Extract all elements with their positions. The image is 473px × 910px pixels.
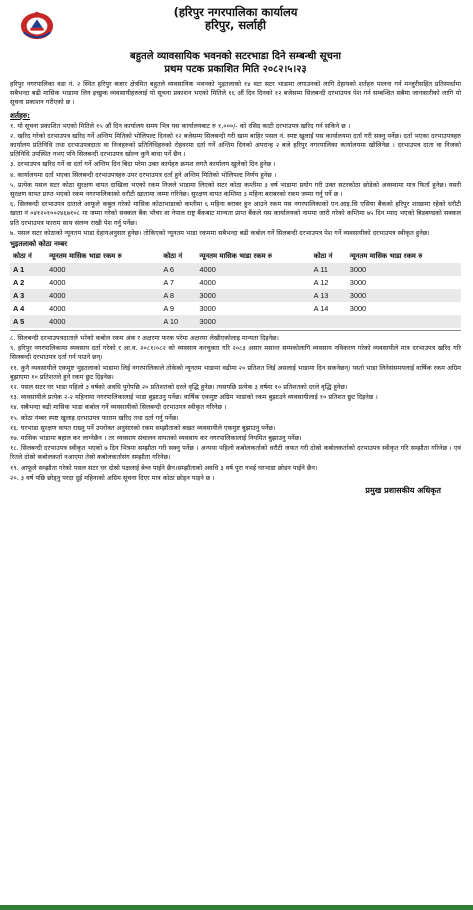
- notice-subject: बहुतले व्यावसायिक भवनको सटरभाडा दिने सम्बन्धी सूचना: [130, 51, 341, 62]
- room-number: A 8: [160, 289, 196, 302]
- publish-date: प्रथम पटक प्रकाशित मिति २०८२।५।२३: [164, 64, 307, 75]
- condition-item: १८. सिलबन्दी दरभाउपत्र स्वीकृत भएको ७ दिन भित्रमा सम्झौता गरी सक्नु पर्नेछ । अन्यथा पहिलो कबोलकर्ताको धरौटी जफत गरी दोस्रो कबोलकर्ताको दरभाउपत्र स्वीकृत गरि सम्झौता गरिनेछ । एवं रितले दोस्रो कबोलकर्ता नआएमा तेस्रो कबोलकर्तासंग सम्झौता गरिनेछ।: [10, 444, 461, 462]
- condition-item: १७. मासिक भाडामा बहाल कर लाग्नेछैन । तर व्यवसाय संचालन वापतको व्यवसाय कर नगरपालिकालाई नियमित बुझाउनु पर्नेछ।: [10, 434, 302, 443]
- condition-item: १४. सबैभन्दा बढी मासिक भाडा कबोल गर्ने व्यवसायीको सिलबन्दी दरभाउपत्र स्वीकृत गरिनेछ ।: [10, 403, 227, 412]
- condition-item: ७. पसल सटर कोठाको न्यूनतम भाडा देहायअनुसार हुनेछ। तोकिएको न्यूनतम भाडा रकममा सबैभन्दा बढी कबोल गर्ने सिलबन्दी दरभाउपत्र पेश गर्ने व्यवसायीको दरभाउपत्र स्वीकृत हुनेछ।: [10, 228, 430, 237]
- condition-item: ११. कुनै व्यवसायीले एकमुष्ट भुइतलाको भाडामा लिई नगरपालिकाले तोकेको न्यूनतम भाडामा वढीमा २० प्रतिशत लिई असलाई भाडामा दिन सकनेछन्। यस्तो भाडा लिनेसंसमयलाई वार्षिक रकम अग्रिम बुझाएमा १० प्रतिशतले हुने रकम छुट दिइनेछ।: [10, 363, 461, 381]
- rent-amount: 4000: [46, 289, 160, 302]
- condition-item: ४. कार्यालयमा दर्ता भएका सिलबन्दी दरभाउपत्रहरु उपर दरभाउपत्र दर्ता हुने अन्तिम मितिको भोलिपल्ट निर्णय हुनेछ ।: [10, 170, 277, 179]
- condition-item: २. खरिद गरेको दरभाउपत्र खरिद गर्ने अन्तिम मितिको भोलिपल्ट दिनको १२ बजेसम्म सिलबन्दी गरी खाम बाहिर पसल नं. स्पष्ट खुलाई यस कार्यालयमा दर्ता गरी सक्नु पर्नेछ। दर्ता भएका दरभाउपत्रहरु कार्यालय प्रतिनिधि तथा दरभाउपत्रदाता वा निजहरुको प्रतिनिधिहरुको रोहवरमा दर्ता गर्ने अन्तिम दिनको अपरान्ह २ बजे हरिपुर नगरपालिका कार्यालयमा खोलिनेछ । दरभाउपत्र दाता वा निजको प्रतिनिधि उपस्थित नभए पनि सिलबन्दी दरभाउपत्र खोल्न कुनै बाधा पर्ने छैन ।: [10, 131, 461, 159]
- room-number: A 3: [10, 289, 46, 302]
- conditions-heading: शर्तहरु:: [10, 110, 30, 120]
- rent-amount: 4000: [46, 263, 160, 276]
- rent-amount: 3000: [349, 304, 367, 314]
- condition-item: १५. कोठा नंम्बर स्पष्ट खुलाइ दरभाउपत्र फाराम खरिद तथा दर्ता गर्नु पर्नेछ।: [10, 413, 179, 422]
- room-number: A 7: [163, 278, 174, 288]
- bottom-border: [0, 905, 473, 910]
- table-row: [10, 302, 461, 315]
- room-number: A 5: [10, 315, 46, 328]
- column-header: न्यूनतम मासिक भाडा रकम रु: [49, 252, 122, 261]
- column-header: न्यूनतम मासिक भाडा रकम रु: [349, 252, 423, 261]
- condition-item: ३. दरभाउपत्र खरिद गर्ने वा दर्ता गर्ने अन्तिम दिन बिदा परेमा उक्त कार्यहरु क्रमश लगतै कार्यालय खुलेको दिन हुनेछ ।: [10, 160, 276, 169]
- column-header: कोठा नं: [13, 252, 32, 261]
- rent-amount: 3000: [199, 304, 216, 314]
- rent-amount: 4000: [49, 278, 66, 288]
- table-row: [10, 276, 461, 289]
- column-header: कोठा नं: [163, 252, 183, 261]
- nepal-emblem-icon: [18, 8, 56, 42]
- condition-item: २०. ३ वर्ष पछि छोड्नु परदा दुई महिनाको अग्रिम सूचना दिएर मात्र कोठा छोड्न पाइने छ ।: [10, 473, 215, 482]
- column-header: न्यूनतम मासिक भाडा रकम रु: [199, 252, 272, 261]
- room-number: A 12: [313, 278, 329, 288]
- table-row: [10, 289, 461, 302]
- room-number: A 9: [163, 304, 174, 314]
- condition-item: १९. आफूले सम्झौता गरेको पसल सटर घर दोस्रो पक्षलाई बेच्न पाईने छैन।सम्झौताको अवधि ३ वर्ष पुरा नभई घरभाडा छोडन पाईने छैन।: [10, 463, 318, 472]
- room-number: A 6: [160, 263, 196, 276]
- table-caption: भुइतलाको कोठा नम्बर: [10, 240, 68, 249]
- room-number: A 13: [311, 289, 347, 302]
- divider: [10, 330, 461, 331]
- office-name: (हरिपुर नगरपालिका कार्यालय: [173, 5, 298, 19]
- room-rent-table: [10, 250, 461, 328]
- condition-item: १३. व्यवसायीले प्रत्येक २-२ महिनामा नगरपालिकालाई भाडा बुझाउनु पर्नेछ। वार्षिक एकमुष्ट अग्रिम भाडाको रकम बुझाउने व्यवसायीलाई १० प्रतिशत छुट दिइनेछ ।: [10, 393, 378, 402]
- intro-paragraph: हरिपुर नगरपालिका वडा नं. २ स्थित हरिपुर बजार क्षेत्रमित बहुतले व्यवसायिक भवनको भुइतलाको १४ वटा सटर भाडामा लगाउनको लागि देहायको शर्तहरु पालना गर्न मन्जुरीसहित प्रतिस्पर्धामा सबैभन्दा बढी मासिक भाडामा लिन इच्छुक व्यवसायीहरुलाई यो सूचना प्रकाशन भएको मितिले १६ औं दिन दिनको १२ बजेसम्म सिलबन्दी दरभाउपत्र पेश गर्न सम्बन्धित सबैमा जानकारीको लागि यो सूचना प्रकाशन गरीएको छ ।: [10, 80, 461, 107]
- condition-item: ६. सिलबन्दी दरभाउपत्र दाताले आफूले कबुल गरेको मासिक कोठाभाडाको कम्तीमा ६ महिना बराबर हुन आउने रकम यस नगरपालिकाको एन.आइ.सि एसिया बैंकको हरिपुर शाखामा रहेको धरौटी खाता नं ०४१२०१००२४६७१०८ मा जम्मा गरेको सक्कल बैंक भौचर वा नेपाल राष्ट्र बैंकबाट मान्यता प्राप्त बैंकले यस कार्यालयको नाममा जारी गरेको कम्तिमा ७५ दिन म्याद भएको बिडबण्डको सक्कल प्रति दरभाउपत्र फाराम साथ संलग्न राखी पेश गर्नु पर्नेछ।: [10, 200, 461, 227]
- office-location: हरिपुर, सर्लाही: [204, 18, 267, 32]
- condition-item: १६. घरभाडा सुरक्षण वापत राख्नु पर्ने उपरोक्त अनुसारको रकम सम्झौताको बखत व्यवसायीले एकमुष्ट बुझाउनु पर्नेछ।: [10, 423, 276, 432]
- signature-title: प्रमुख प्रशासकीय अधिकृत: [365, 486, 441, 496]
- room-number: A 4: [13, 304, 25, 314]
- notice-header: [10, 6, 461, 48]
- table-row: [10, 263, 461, 276]
- rent-amount: 3000: [347, 289, 461, 302]
- condition-item: ८. सिलबन्दी दरभाउपत्रदाताले भरेको कबोल रकम अंक र अक्षरमा फरक परेमा अक्षरमा लेखीएकोलाइ मान्यता दिइनेछ।: [10, 334, 279, 343]
- rent-amount: 4000: [49, 304, 66, 314]
- condition-item: १. यो सूचना प्रकाशित भएको मितिले १५ औं दिन कार्यालय समय भित्र यस कार्यालयबाट रु १,०००/- को रसिद काटी दरभाउपत्र खरिद गर्न सकिने छ ।: [10, 121, 351, 130]
- rent-amount: 4000: [196, 263, 310, 276]
- rent-amount: 3000: [196, 315, 310, 328]
- table-header-row: [10, 250, 461, 263]
- room-number: A 14: [313, 304, 329, 314]
- rent-amount: 3000: [349, 278, 367, 288]
- condition-item: ९. हरिपुर नगरपालिकामा व्यवसाय दर्ता गरेको र आ.व. २०८१।०८२ को व्यवसाय करचुक्ता गरि २०८३ असार मसान्त सम्मकोलागि व्यवसाय नविकरण गरेको व्यवसायीले मात्र दरभाउपत्र खरिद गरि सिलबन्दी दरभाउपत्र दर्ता गर्न पाउने छन्।: [10, 344, 461, 362]
- room-number: A 11: [311, 263, 347, 276]
- rent-amount: 4000: [46, 315, 160, 328]
- room-number: A 2: [13, 278, 25, 288]
- room-number: A 10: [160, 315, 196, 328]
- room-number: [311, 315, 347, 328]
- condition-item: १२. पसल सटर घर भाडा पहिलो ३ वर्षको अवधि पुगेपछि २० प्रतिशतको दरले वृद्धि हुनेछ। त्यसपछि प्रत्येक ३ वर्षमा १० प्रतिशतको दरले वृद्धि हुनेछ।: [10, 383, 348, 392]
- rent-amount: 3000: [196, 289, 310, 302]
- condition-item: ५. प्रत्येक पसल सटर कोठा सुरक्षण वापत दाखिला भएको रकम निजले भाडामा लिएको सटर कोठा कम्तीमा ३ वर्ष भाडामा प्रयोग गरी उक्त सटरकोठा छोडेको अवस्थामा मात्र फिर्ता हुनेछ। यसरी सुरक्षण वापत प्राप्त भएको रकम नगरपालिकाको धरौटी खातामा जम्मा गरिनेछ। सुरक्षण वापत कम्तिमा ३ महिना बराबरको रकम जम्मा गर्नु पर्ने छ ।: [10, 180, 461, 199]
- table-row: [10, 315, 461, 328]
- column-header: कोठा नं: [313, 252, 333, 261]
- rent-amount: 4000: [199, 278, 216, 288]
- rent-amount: 3000: [347, 263, 461, 276]
- rent-amount: [347, 315, 461, 328]
- room-number: A 1: [10, 263, 46, 276]
